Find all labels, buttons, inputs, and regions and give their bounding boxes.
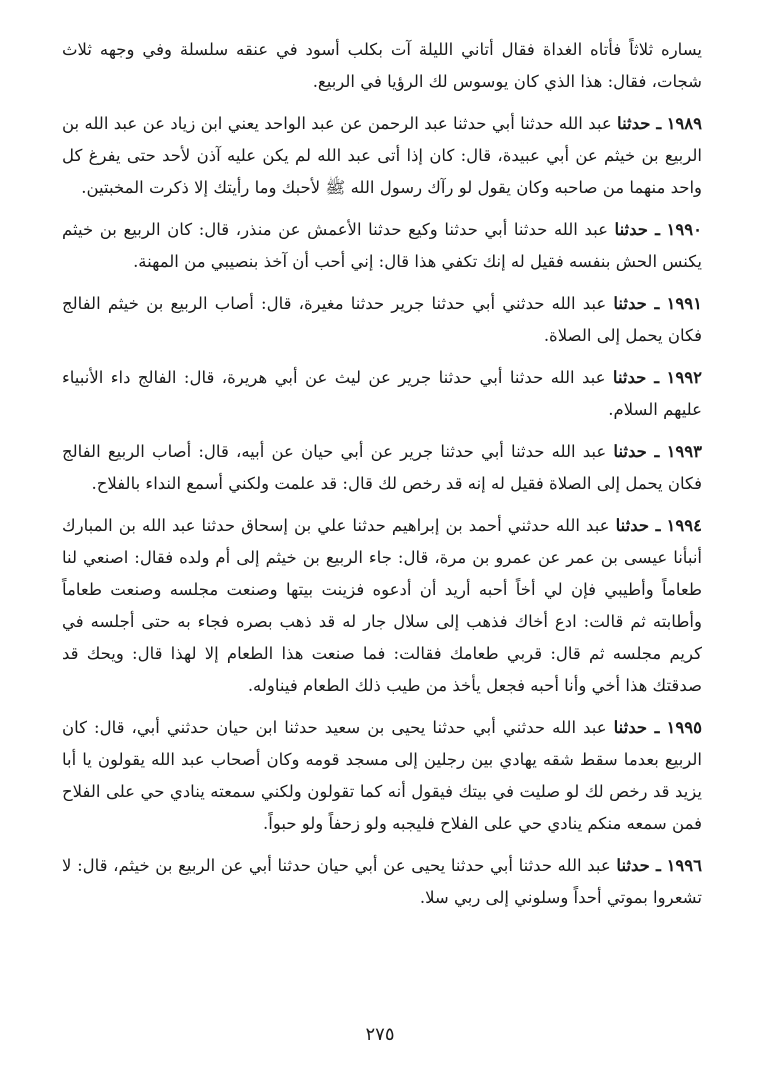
- hadith-number: ١٩٩٣: [666, 442, 703, 461]
- hadith-1995: ١٩٩٥ ـ حدثنا عبد الله حدثني أبي حدثنا يحيى بن سعيد حدثنا ابن حيان حدثني أبي، قال: كان الربيع بعدما سقط شقه يهادي بين رجلين إلى مسجد قومه وكان أصحاب عبد الله يقولون يا أبا يزيد قد رخص لك لو صليت في بيتك فيقول أنه كما تقولون ولكني سمعته ينادي حي على الفلاح فمن سمعه منكم ينادي حي على الفلاح فليجبه ولو زحفاً ولو حبواً.: [62, 718, 702, 833]
- hadith-number: ١٩٩٥: [666, 718, 702, 737]
- hadith-number: ١٩٩٦: [666, 856, 703, 875]
- hadith-lead: حدثنا: [613, 442, 647, 461]
- hadith-text: عبد الله حدثنا أبي حدثنا يحيى عن أبي حيان حدثنا أبي عن الربيع بن خيثم، قال: لا تشعروا بموتي أحداً وسلوني إلى ربي سلا.: [62, 856, 702, 907]
- page-body: [62, 34, 702, 924]
- hadith-1993: ١٩٩٣ ـ حدثنا عبد الله حدثنا أبي حدثنا جرير عن أبي حيان عن أبيه، قال: أصاب الربيع الفالج فكان يحمل إلى الصلاة فقيل له إنه قد رخص لك قال: قد علمت ولكني أسمع النداء بالفلاح.: [62, 442, 703, 493]
- hadith-lead: حدثنا: [612, 368, 647, 387]
- hadith-text: عبد الله حدثني أبي حدثنا يحيى بن سعيد حدثنا ابن حيان حدثني أبي، قال: كان الربيع بعدما سقط شقه يهادي بين رجلين إلى مسجد قومه وكان أصحاب عبد الله يقولون يا أبا يزيد قد رخص لك لو صليت في بيتك فيقول أنه كما تقولون ولكني سمعته ينادي حي على الفلاح فمن سمعه منكم ينادي حي على الفلاح فليجبه ولو زحفاً ولو حبواً.: [62, 718, 702, 833]
- hadith-text: عبد الله حدثني أحمد بن إبراهيم حدثنا علي بن إسحاق حدثنا عبد الله بن المبارك أنبأنا عيسى بن عمر عن عمرو بن مرة، قال: جاء الربيع بن خيثم إلى أم ولده فقال: اصنعي لنا طعاماً وأطيبي فإن لي أخاً أحبه أريد أن أدعوه فزينت بيتها وصنعت مجلسه وصنعت طعاماً وأطابته ثم قالت: ادع أخاك فذهب إلى سلال جار له قد ذهب بصره فجاء به حتى أجلسه في كريم مجلسه ثم قال: قربي طعامك فقالت: فما صنعت هذا الطعام إلا لهذا قال: ويحك قد صدقتك هذا أخي وأنا أحبه فجعل يأخذ من طيب ذلك الطعام فيناوله.: [62, 516, 702, 695]
- hadith-lead: حدثنا: [613, 294, 647, 313]
- hadith-number: ١٩٩٤: [666, 516, 702, 535]
- hadith-1992: ١٩٩٢ ـ حدثنا عبد الله حدثنا أبي حدثنا جرير عن ليث عن أبي هريرة، قال: الفالج داء الأنبياء عليهم السلام.: [62, 368, 702, 419]
- hadith-lead: حدثنا: [616, 856, 650, 875]
- hadith-number: ١٩٩٢: [666, 368, 702, 387]
- page-number: ٢٧٥: [365, 1024, 395, 1045]
- hadith-lead: حدثنا: [615, 516, 650, 535]
- hadith-1989: ١٩٨٩ ـ حدثنا عبد الله حدثنا أبي حدثنا عبد الرحمن عن عبد الواحد يعني ابن زياد عن عبد الله بن الربيع بن خيثم عن أبي عبيدة، قال: كان إذا أتى عبد الله لم يكن عليه آذن لأحد حتى يفرغ كل واحد منهما من صاحبه وكان يقول لو رآك رسول الله ﷺ لأحبك وما رأيتك إلا ذكرت المخبتين.: [62, 114, 703, 197]
- paragraph-continuation: [62, 34, 702, 98]
- hadith-1990: ١٩٩٠ ـ حدثنا عبد الله حدثنا أبي حدثنا وكيع حدثنا الأعمش عن منذر، قال: كان الربيع بن خيثم يكنس الحش بنفسه فقيل له إنك تكفي هذا قال: إني أحب أن آخذ بنصيبي من المهنة.: [62, 220, 702, 271]
- hadith-number: ١٩٨٩: [666, 114, 703, 133]
- hadith-text: عبد الله حدثنا أبي حدثنا وكيع حدثنا الأعمش عن منذر، قال: كان الربيع بن خيثم يكنس الحش بنفسه فقيل له إنك تكفي هذا قال: إني أحب أن آخذ بنصيبي من المهنة.: [62, 220, 702, 271]
- hadith-lead: حدثنا: [613, 718, 648, 737]
- hadith-text: عبد الله حدثنا أبي حدثنا عبد الرحمن عن عبد الواحد يعني ابن زياد عن عبد الله بن الربيع بن خيثم عن أبي عبيدة، قال: كان إذا أتى عبد الله لم يكن عليه آذن لأحد حتى يفرغ كل واحد منهما من صاحبه وكان يقول لو رآك رسول الله ﷺ لأحبك وما رأيتك إلا ذكرت المخبتين.: [62, 114, 702, 197]
- hadith-lead: حدثنا: [617, 114, 651, 133]
- hadith-1994: ١٩٩٤ ـ حدثنا عبد الله حدثني أحمد بن إبراهيم حدثنا علي بن إسحاق حدثنا عبد الله بن المبارك أنبأنا عيسى بن عمر عن عمرو بن مرة، قال: جاء الربيع بن خيثم إلى أم ولده فقال: اصنعي لنا طعاماً وأطيبي فإن لي أخاً أحبه أريد أن أدعوه فزينت بيتها وصنعت مجلسه وصنعت طعاماً وأطابته ثم قالت: ادع أخاك فذهب إلى سلال جار له قد ذهب بصره فجاء به حتى أجلسه في كريم مجلسه ثم قال: قربي طعامك فقالت: فما صنعت هذا الطعام إلا لهذا قال: ويحك قد صدقتك هذا أخي وأنا أحبه فجعل يأخذ من طيب ذلك الطعام فيناوله.: [62, 516, 702, 695]
- hadith-text: عبد الله حدثنا أبي حدثنا جرير عن ليث عن أبي هريرة، قال: الفالج داء الأنبياء عليهم السلام.: [62, 368, 702, 419]
- hadith-text: عبد الله حدثني أبي حدثنا جرير حدثنا مغيرة، قال: أصاب الربيع بن خيثم الفالج فكان يحمل إلى الصلاة.: [62, 294, 702, 345]
- hadith-text: عبد الله حدثنا أبي حدثنا جرير عن أبي حيان عن أبيه، قال: أصاب الربيع الفالج فكان يحمل إلى الصلاة فقيل له إنه قد رخص لك قال: قد علمت ولكني أسمع النداء بالفلاح.: [62, 442, 702, 493]
- hadith-number: ١٩٩٠: [666, 220, 702, 239]
- hadith-lead: حدثنا: [614, 220, 649, 239]
- paragraph-text: يساره ثلاثاً فأتاه الغداة فقال أتاني الليلة آت بكلب أسود في عنقه سلسلة وفي وجهه ثلاث شجات، فقال: هذا الذي كان يوسوس لك الرؤيا في الربيع.: [62, 40, 702, 91]
- hadith-1991: ١٩٩١ ـ حدثنا عبد الله حدثني أبي حدثنا جرير حدثنا مغيرة، قال: أصاب الربيع بن خيثم الفالج فكان يحمل إلى الصلاة.: [62, 294, 702, 345]
- hadith-1996: ١٩٩٦ ـ حدثنا عبد الله حدثنا أبي حدثنا يحيى عن أبي حيان حدثنا أبي عن الربيع بن خيثم، قال: لا تشعروا بموتي أحداً وسلوني إلى ربي سلا.: [62, 856, 703, 907]
- hadith-number: ١٩٩١: [666, 294, 702, 313]
